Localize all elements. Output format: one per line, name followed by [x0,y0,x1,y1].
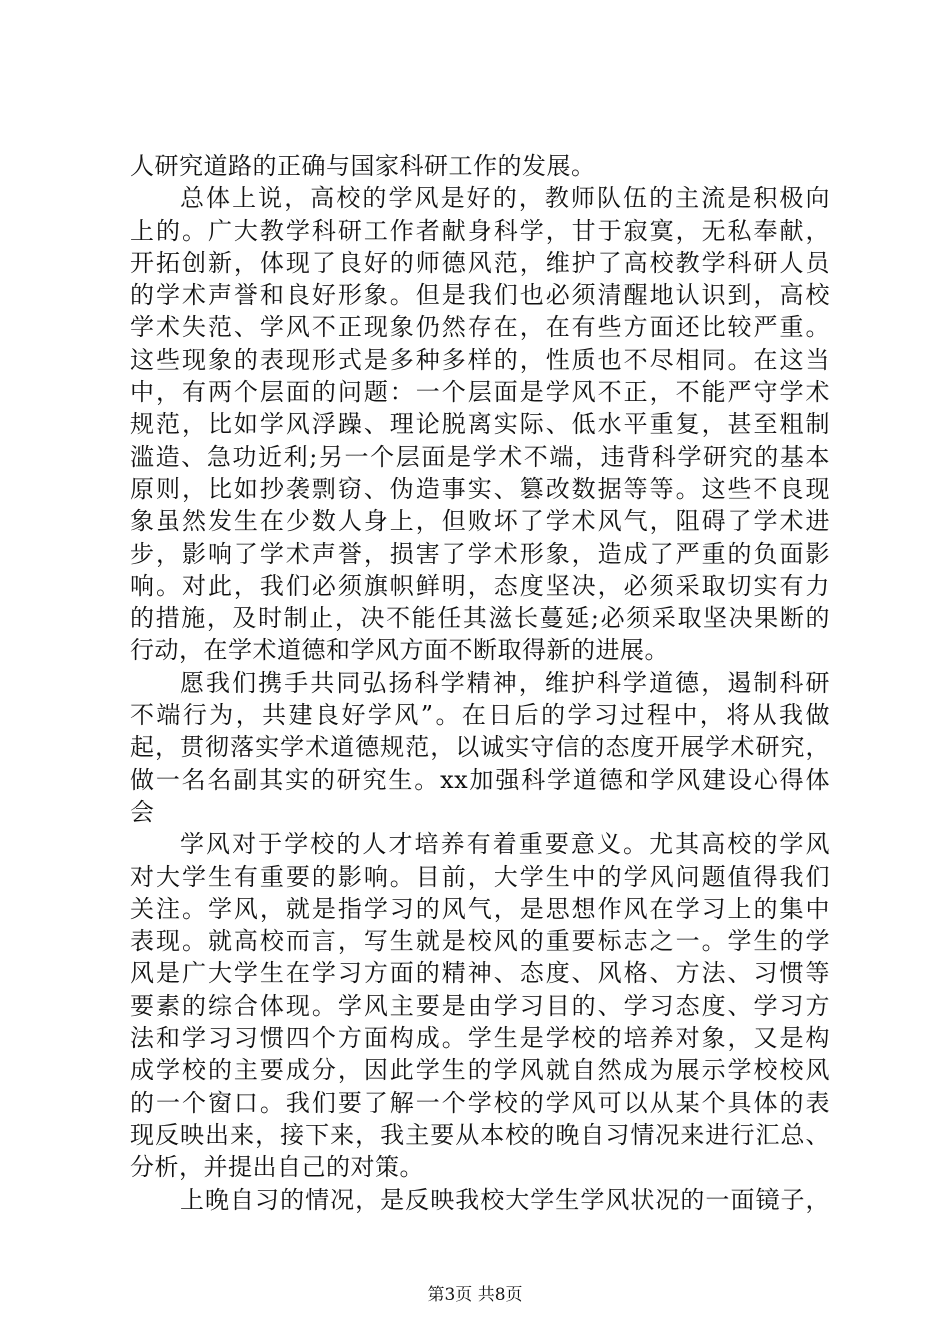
text-line: 表现。就高校而言，写生就是校风的重要标志之一。学生的学 [130,927,830,956]
text-line: 的学术声誉和良好形象。但是我们也必须清醒地认识到，高校 [130,281,830,310]
text-line: 人研究道路的正确与国家科研工作的发展。 [130,152,596,180]
text-line: 行动，在学术道德和学风方面不断取得新的进展。 [130,636,669,665]
text-line: 步，影响了学术声誉，损害了学术形象，造成了严重的负面影 [130,539,830,568]
text-line: 规范，比如学风浮躁、理论脱离实际、低水平重复，甚至粗制 [130,410,830,439]
text-line: 风是广大学生在学习方面的精神、态度、风格、方法、习惯等 [130,959,830,988]
text-line: 中，有两个层面的问题：一个层面是学风不正，不能严守学术 [130,378,830,407]
text-line: 开拓创新，体现了良好的师德风范，维护了高校教学科研人员 [130,248,830,277]
text-line: 对大学生有重要的影响。目前，大学生中的学风问题值得我们 [130,862,830,891]
text-line: 总体上说，高校的学风是好的，教师队伍的主流是积极向 [180,184,830,213]
text-line: 起，贯彻落实学术道德规范，以诚实守信的态度开展学术研究， [130,733,830,762]
text-line: 要素的综合体现。学风主要是由学习目的、学习态度、学习方 [130,991,830,1020]
text-line: 的措施，及时制止，决不能任其滋长蔓延;必须采取坚决果断的 [130,604,830,633]
text-line: 滥造、急功近利;另一个层面是学术不端，违背科学研究的基本 [130,442,830,471]
text-line: 这些现象的表现形式是多种多样的，性质也不尽相同。在这当 [130,345,830,374]
text-line: 做一名名副其实的研究生。xx加强科学道德和学风建设心得体 [130,765,830,794]
text-line: 会 [130,797,155,826]
text-line: 关注。学风，就是指学习的风气，是思想作风在学习上的集中 [130,894,830,923]
text-line: 上的。广大教学科研工作者献身科学，甘于寂寞，无私奉献， [130,216,830,245]
text-line: 上晚自习的情况，是反映我校大学生学风状况的一面镜子， [180,1185,830,1214]
text-line: 分析，并提出自己的对策。 [130,1153,424,1182]
text-line: 象虽然发生在少数人身上，但败坏了学术风气，阻碍了学术进 [130,507,830,536]
text-line: 学风对于学校的人才培养有着重要意义。尤其高校的学风 [180,830,830,859]
text-line: 成学校的主要成分，因此学生的学风就自然成为展示学校校风 [130,1056,830,1085]
text-line: 愿我们携手共同弘扬科学精神，维护科学道德，遏制科研 [180,668,830,697]
text-line: 现反映出来，接下来，我主要从本校的晚自习情况来进行汇总、 [130,1120,830,1149]
text-line: 法和学习习惯四个方面构成。学生是学校的培养对象，又是构 [130,1024,830,1053]
text-line: 的一个窗口。我们要了解一个学校的学风可以从某个具体的表 [130,1088,830,1117]
text-line: 原则，比如抄袭剽窃、伪造事实、篡改数据等等。这些不良现 [130,474,830,503]
text-line: 响。对此，我们必须旗帜鲜明，态度坚决，必须采取切实有力 [130,571,830,600]
text-line: 不端行为，共建良好学风”。在日后的学习过程中，将从我做 [130,701,830,730]
page-footer: 第3页 共8页 [427,1285,523,1305]
body-text [130,150,830,1216]
text-line: 学术失范、学风不正现象仍然存在，在有些方面还比较严重。 [130,313,830,342]
